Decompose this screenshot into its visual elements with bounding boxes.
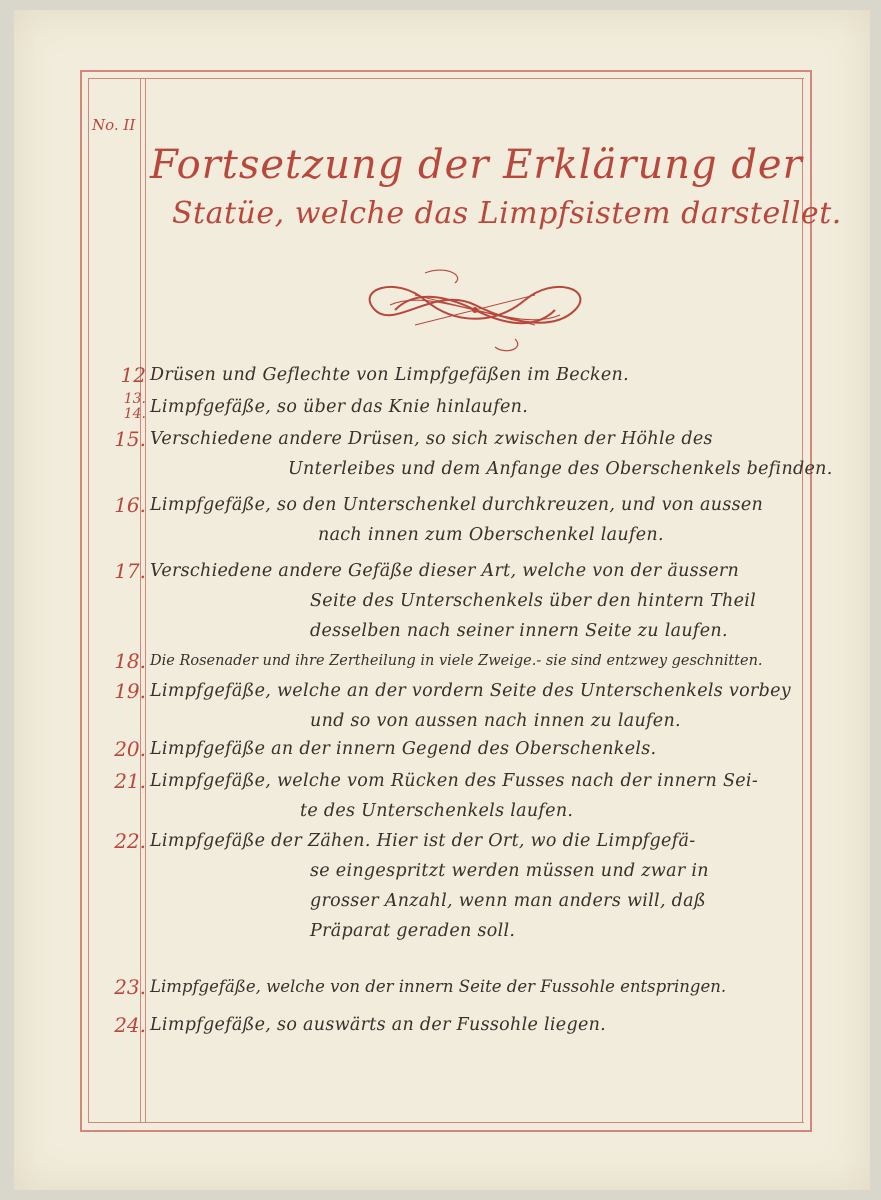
entry-number: 17. [114, 559, 146, 583]
entry-number: 24. [114, 1013, 146, 1037]
entry-text: Limpfgefäße, so den Unterschenkel durchkreuzen, und von aussen [150, 495, 764, 515]
entry-text: desselben nach seiner innern Seite zu laufen. [310, 621, 728, 641]
border-outer-left [80, 70, 82, 1132]
entry-text: Verschiedene andere Gefäße dieser Art, welche von der äussern [150, 561, 740, 581]
entry-number: 20. [114, 737, 146, 761]
entry-text: Seite des Unterschenkels über den hintern Theil [310, 591, 757, 611]
number-column-rule-b [145, 78, 146, 1123]
entry-number: 16. [114, 493, 146, 517]
entry-text: Limpfgefäße, welche an der vordern Seite des Unterschenkels vorbey [150, 681, 791, 701]
entry-number: 22. [114, 829, 146, 853]
border-inner-left [88, 78, 89, 1123]
entry-text: Verschiedene andere Drüsen, so sich zwischen der Höhle des [150, 429, 713, 449]
entry-number: 12 [120, 363, 146, 387]
number-column-rule-a [140, 78, 141, 1123]
entry-text: Unterleibes und dem Anfange des Oberschenkels befinden. [288, 459, 833, 479]
entry-number: 15. [114, 427, 146, 451]
entry-number: 18. [114, 649, 146, 673]
entry-text: nach innen zum Oberschenkel laufen. [318, 525, 664, 545]
entry-text: se eingespritzt werden müssen und zwar in [310, 861, 709, 881]
title-line-2: Statüe, welche das Limpfsistem darstellet. [172, 196, 842, 231]
entry-number: 19. [114, 679, 146, 703]
entry-number: 13. 14. [123, 391, 146, 422]
border-outer-bottom [80, 1130, 812, 1132]
entry-text: Limpfgefäße, welche von der innern Seite der Fussohle entspringen. [150, 977, 727, 996]
entry-text: Limpfgefäße an der innern Gegend des Oberschenkels. [150, 739, 657, 759]
border-outer-top [80, 70, 812, 72]
entry-text: Die Rosenader und ihre Zertheilung in viele Zweige.- sie sind entzwey geschnitten. [150, 653, 763, 669]
border-inner-top [88, 78, 804, 79]
entry-text: Limpfgefäße, so über das Knie hinlaufen. [150, 397, 529, 417]
calligraphic-flourish [355, 265, 595, 355]
entry-text: Limpfgefäße, so auswärts an der Fussohle liegen. [150, 1015, 607, 1035]
entry-text: Drüsen und Geflechte von Limpfgefäßen im Becken. [150, 365, 629, 385]
entry-text: Limpfgefäße der Zähen. Hier ist der Ort, wo die Limpfgefä- [150, 831, 696, 851]
entry-text: Präparat geraden soll. [310, 921, 516, 941]
title-line-1: Fortsetzung der Erklärung der [150, 142, 803, 188]
entry-text: und so von aussen nach innen zu laufen. [310, 711, 681, 731]
border-inner-bottom [88, 1122, 804, 1123]
entry-text: te des Unterschenkels laufen. [300, 801, 574, 821]
entry-number: 23. [114, 975, 146, 999]
entry-number: 21. [114, 769, 146, 793]
entry-text: grosser Anzahl, wenn man anders will, daß [310, 891, 706, 911]
page-label: No. II [92, 116, 136, 134]
entry-text: Limpfgefäße, welche vom Rücken des Fusses nach der innern Sei- [150, 771, 759, 791]
